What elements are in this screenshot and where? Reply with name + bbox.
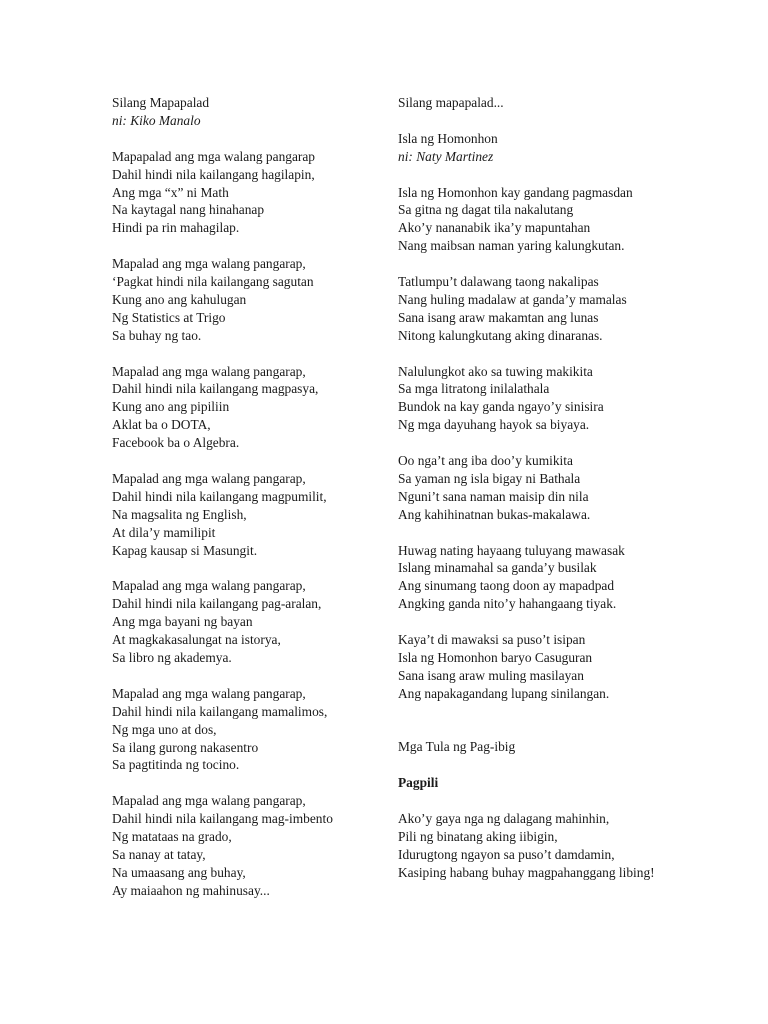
verse-line: Kaya’t di mawaksi sa puso’t isipan xyxy=(398,632,586,648)
stanza-1 xyxy=(112,148,384,238)
spacer xyxy=(112,130,384,148)
stanza-1 xyxy=(398,810,660,882)
stanza-6 xyxy=(398,631,660,703)
verse-line: Dahil hindi nila kailangang hagilapin, xyxy=(112,166,315,182)
verse-line: Ako’y gaya nga ng dalagang mahinhin, xyxy=(398,811,610,827)
spacer xyxy=(398,345,660,363)
section-title: Mga Tula ng Pag-ibig xyxy=(398,739,516,755)
verse-line: Dahil hindi nila kailangang magpasya, xyxy=(112,381,319,397)
stanza-5 xyxy=(398,542,660,614)
verse-line: Mapalad ang mga walang pangarap, xyxy=(112,470,306,486)
verse-line: Idurugtong ngayon sa puso’t damdamin, xyxy=(398,846,615,862)
verse-line: Nang huling madalaw at ganda’y mamalas xyxy=(398,291,627,307)
verse-line: Angking ganda nito’y hahangaang tiyak. xyxy=(398,596,617,612)
verse-line: Sa yaman ng isla bigay ni Bathala xyxy=(398,470,581,486)
verse-line: Mapalad ang mga walang pangarap, xyxy=(112,685,306,701)
spacer xyxy=(398,756,660,774)
spacer xyxy=(398,112,660,130)
spacer xyxy=(112,237,384,255)
verse-line: Na umaasang ang buhay, xyxy=(112,864,246,880)
stanza-3 xyxy=(112,363,384,453)
spacer xyxy=(398,703,660,721)
verse-line: Sa ilang gurong nakasentro xyxy=(112,739,259,755)
verse-line: Mapalad ang mga walang pangarap, xyxy=(112,578,306,594)
verse-line: Nguni’t sana naman maisip din nila xyxy=(398,488,589,504)
stanza-2 xyxy=(398,273,660,345)
poem-title: Isla ng Homonhon xyxy=(398,130,498,146)
spacer xyxy=(398,255,660,273)
stanza-5 xyxy=(112,577,384,667)
verse-line: Kung ano ang pipiliin xyxy=(112,399,230,415)
verse-line: Nang maibsan naman yaring kalungkutan. xyxy=(398,238,625,254)
spacer xyxy=(112,667,384,685)
verse-line: Ang mga bayani ng bayan xyxy=(112,614,253,630)
stanza-3 xyxy=(398,363,660,435)
verse-line: Oo nga’t ang iba doo’y kumikita xyxy=(398,453,573,469)
verse-line: Bundok na kay ganda ngayo’y sinisira xyxy=(398,399,604,415)
verse-line: Nalulungkot ako sa tuwing makikita xyxy=(398,363,593,379)
verse-line: Sana isang araw makamtan ang lunas xyxy=(398,309,599,325)
spacer xyxy=(398,434,660,452)
verse-line: Ang napakagandang lupang sinilangan. xyxy=(398,685,610,701)
verse-line: At magkakasalungat na istorya, xyxy=(112,632,281,648)
verse-line: At dila’y mamilipit xyxy=(112,524,216,540)
verse-line: Sa nanay at tatay, xyxy=(112,846,206,862)
poem-title: Silang Mapapalad xyxy=(112,95,210,110)
stanza-2 xyxy=(112,255,384,345)
verse-line: Dahil hindi nila kailangang mamalimos, xyxy=(112,703,328,719)
verse-line: Mapalad ang mga walang pangarap, xyxy=(112,363,306,379)
verse-line: Dahil hindi nila kailangang magpumilit, xyxy=(112,488,327,504)
stanza-4 xyxy=(398,452,660,524)
verse-line: Ang kahihinatnan bukas-makalawa. xyxy=(398,506,591,522)
verse-line: Sa libro ng akademya. xyxy=(112,650,232,666)
verse-line: Dahil hindi nila kailangang mag-imbento xyxy=(112,811,333,827)
closing-line: Silang mapapalad... xyxy=(398,95,504,110)
right-column xyxy=(398,94,660,882)
verse-line: Sana isang araw muling masilayan xyxy=(398,667,584,683)
spacer xyxy=(398,721,660,739)
verse-line: Kasiping habang buhay magpahanggang libing! xyxy=(398,864,655,880)
verse-line: Ng mga uno at dos, xyxy=(112,721,217,737)
verse-line: Sa gitna ng dagat tila nakalutang xyxy=(398,202,574,218)
stanza-7 xyxy=(112,792,384,899)
stanza-1 xyxy=(398,184,660,256)
verse-line: Kapag kausap si Masungit. xyxy=(112,542,258,558)
spacer xyxy=(112,345,384,363)
verse-line: Aklat ba o DOTA, xyxy=(112,417,211,433)
verse-line: Na magsalita ng English, xyxy=(112,506,247,522)
verse-line: Pili ng binatang aking iibigin, xyxy=(398,828,558,844)
verse-line: Sa pagtitinda ng tocino. xyxy=(112,757,240,773)
spacer xyxy=(112,452,384,470)
verse-line: ‘Pagkat hindi nila kailangang sagutan xyxy=(112,274,314,290)
verse-line: Tatlumpu’t dalawang taong nakalipas xyxy=(398,274,599,290)
poem-author: ni: Kiko Manalo xyxy=(112,112,201,128)
verse-line: Na kaytagal nang hinahanap xyxy=(112,202,265,218)
spacer xyxy=(398,613,660,631)
verse-line: Ako’y nananabik ika’y mapuntahan xyxy=(398,220,591,236)
verse-line: Dahil hindi nila kailangang pag-aralan, xyxy=(112,596,322,612)
verse-line: Mapalad ang mga walang pangarap, xyxy=(112,793,306,809)
spacer xyxy=(398,792,660,810)
verse-line: Huwag nating hayaang tuluyang mawasak xyxy=(398,542,625,558)
verse-line: Isla ng Homonhon kay gandang pagmasdan xyxy=(398,184,633,200)
spacer xyxy=(398,166,660,184)
poem-author: ni: Naty Martinez xyxy=(398,148,494,164)
verse-line: Ang sinumang taong doon ay mapadpad xyxy=(398,578,615,594)
spacer xyxy=(112,560,384,578)
spacer xyxy=(112,774,384,792)
verse-line: Islang minamahal sa ganda’y busilak xyxy=(398,560,597,576)
verse-line: Facebook ba o Algebra. xyxy=(112,435,240,451)
verse-line: Nitong kalungkutang aking dinaranas. xyxy=(398,327,603,343)
verse-line: Mapalad ang mga walang pangarap, xyxy=(112,256,306,272)
verse-line: Ng mga dayuhang hayok sa biyaya. xyxy=(398,417,590,433)
stanza-4 xyxy=(112,470,384,560)
verse-line: Isla ng Homonhon baryo Casuguran xyxy=(398,649,593,665)
left-column xyxy=(112,94,384,900)
verse-line: Ng matataas na grado, xyxy=(112,829,232,845)
poem-title: Pagpili xyxy=(398,775,439,791)
verse-line: Ang mga “x” ni Math xyxy=(112,184,229,200)
verse-line: Sa buhay ng tao. xyxy=(112,327,202,343)
spacer xyxy=(398,524,660,542)
verse-line: Hindi pa rin mahagilap. xyxy=(112,220,240,236)
verse-line: Mapapalad ang mga walang pangarap xyxy=(112,148,316,164)
stanza-6 xyxy=(112,685,384,775)
verse-line: Ng Statistics at Trigo xyxy=(112,309,226,325)
verse-line: Kung ano ang kahulugan xyxy=(112,291,247,307)
verse-line: Ay maiaahon ng mahinusay... xyxy=(112,882,270,898)
verse-line: Sa mga litratong inilalathala xyxy=(398,381,550,397)
